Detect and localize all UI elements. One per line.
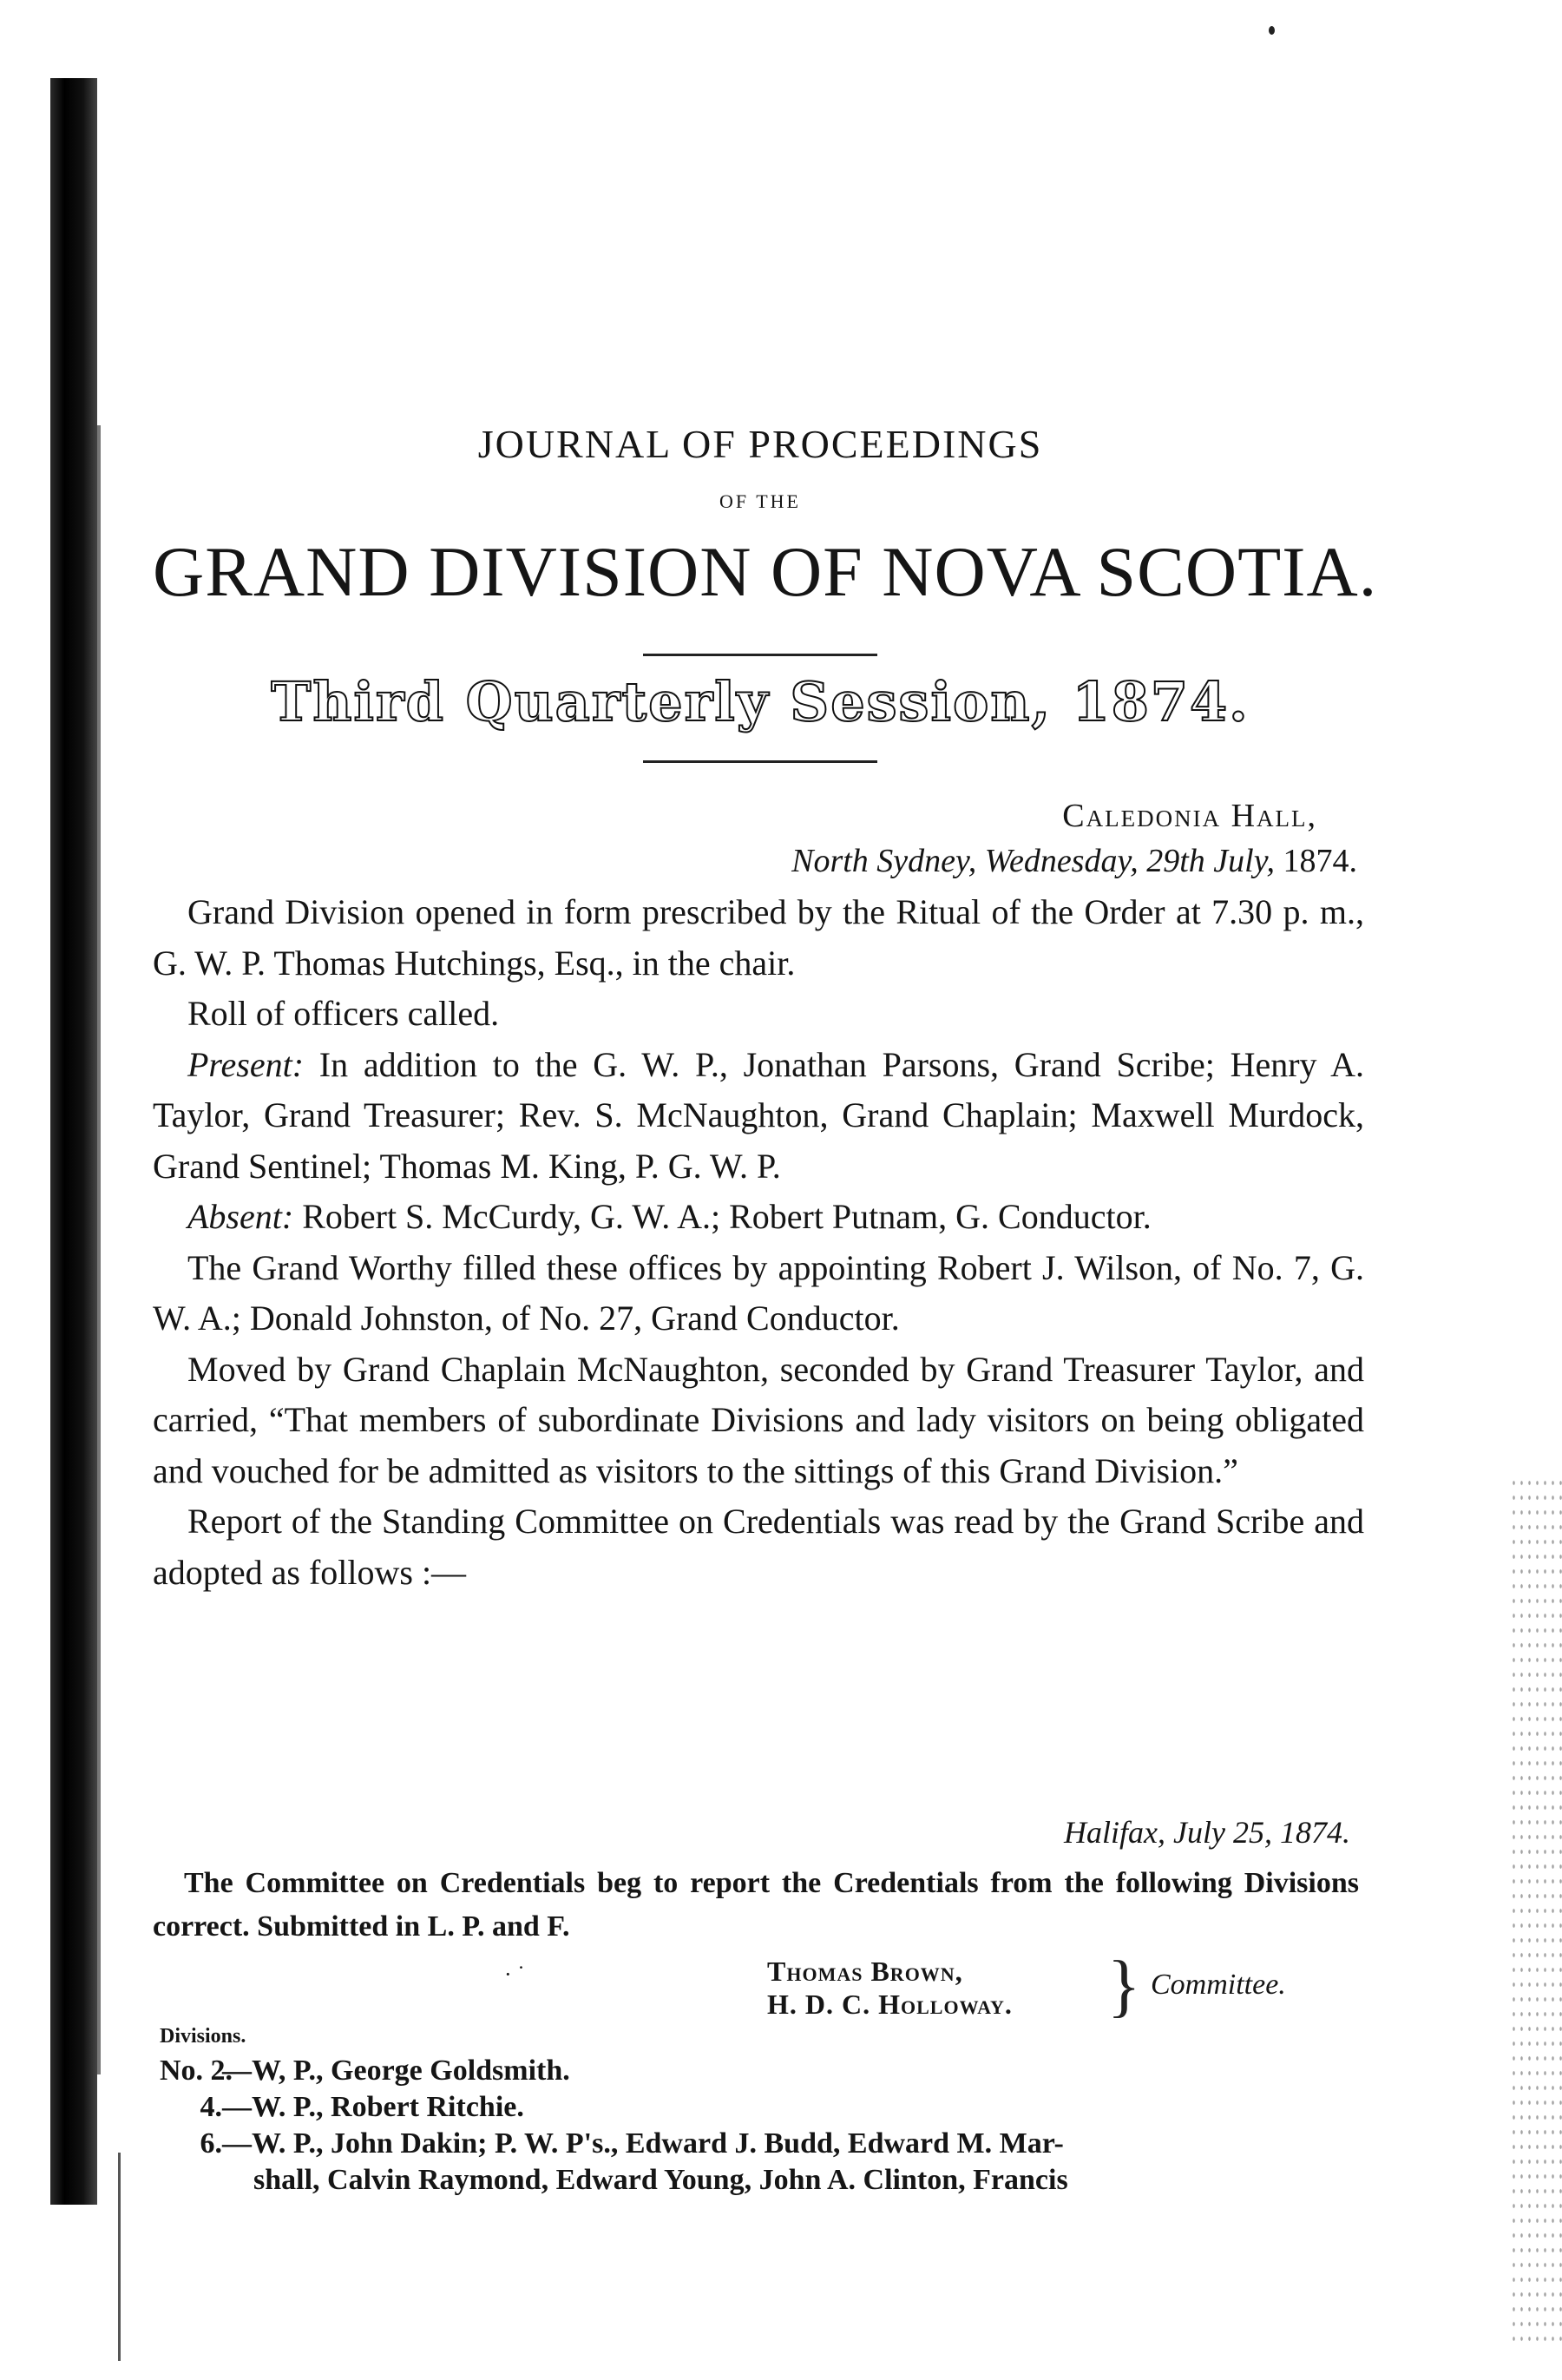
- scan-noise-right: [1510, 1476, 1562, 2344]
- grand-division-title: GRAND DIVISION OF NOVA SCOTIA.: [153, 532, 1378, 611]
- signers-brace: }: [1107, 1948, 1141, 2024]
- present-label: Present:: [187, 1044, 305, 1084]
- dateline-year: 1874.: [1275, 843, 1357, 879]
- paragraph-motion: Moved by Grand Chaplain McNaughton, seconded by Grand Treasurer Taylor, and carried, “That members of subordinate Divisions and lady visitors on being obligated and vouched for be admitted as visitors to the sittings of this Grand Division.”: [153, 1349, 1364, 1490]
- report-signers: [767, 1955, 1013, 2021]
- binding-edge: [0, 0, 130, 2380]
- paragraph-roll-call: Roll of officers called.: [187, 994, 500, 1033]
- paragraph-opening: Grand Division opened in form prescribed by the Ritual of the Order at 7.30 p. m., G. W. P. Thomas Hutchings, Esq., in the chair.: [153, 892, 1364, 983]
- absent-label: Absent:: [187, 1197, 294, 1236]
- scan-dots: · ˙: [504, 1962, 525, 1987]
- division-entry: —W. P., John Dakin; P. W. P's., Edward J. Budd, Edward M. Mar-: [222, 2127, 1064, 2160]
- proceedings-body: [153, 887, 1364, 1598]
- list-item: [160, 2126, 1366, 2162]
- report-body: The Committee on Credentials beg to report the Credentials from the following Divisions correct. Submitted in L. P. and F.: [153, 1867, 1359, 1943]
- committee-label: Committee.: [1151, 1969, 1286, 2001]
- of-the-label: OF THE: [719, 490, 801, 512]
- divisions-heading: Divisions.: [160, 2025, 246, 2048]
- report-date: Halifax, July 25, 1874.: [1064, 1815, 1350, 1850]
- paragraph-credentials-report: Report of the Standing Committee on Credentials was read by the Grand Scribe and adopted as follows :—: [153, 1502, 1364, 1592]
- title-rule-bottom: [643, 760, 877, 763]
- signer-name: H. D. C. Holloway.: [767, 1989, 1013, 2020]
- list-item: [160, 2053, 1366, 2089]
- paragraph-appointments: The Grand Worthy filled these offices by appointing Robert J. Wilson, of No. 7, G. W. A.; Donald Johnston, of No. 27, Grand Conductor.: [153, 1247, 1364, 1338]
- dateline-place: North Sydney, Wednesday, 29th July,: [791, 843, 1275, 879]
- division-continuation: shall, Calvin Raymond, Edward Young, John A. Clinton, Francis: [253, 2164, 1068, 2196]
- dateline-hall: Caledonia Hall,: [1062, 798, 1317, 834]
- division-number: No. 2.: [160, 2055, 233, 2087]
- document-page: [153, 0, 1378, 2380]
- binding-shadow: [50, 78, 97, 2205]
- binding-line: [118, 2153, 121, 2361]
- signer-name: Thomas Brown,: [767, 1956, 963, 1987]
- divisions-list: [160, 2053, 1366, 2199]
- division-entry: —W, P., George Goldsmith.: [222, 2055, 570, 2087]
- paragraph-present: Present: In addition to the G. W. P., Jonathan Parsons, Grand Scribe; Henry A. Taylor, Grand Treasurer; Rev. S. McNaughton, Grand Chaplain; Maxwell Murdock, Grand Sentinel; Thomas M. King, P. G. W. P.: [153, 1044, 1364, 1186]
- journal-title: JOURNAL OF PROCEEDINGS: [477, 422, 1043, 466]
- list-item: [160, 2089, 1366, 2126]
- dateline-place-date: [142, 842, 1357, 880]
- session-title: Third Quarterly Session, 1874.: [271, 670, 1250, 733]
- division-entry: —W. P., Robert Ritchie.: [222, 2091, 524, 2123]
- paragraph-absent: Absent: Robert S. McCurdy, G. W. A.; Robert Putnam, G. Conductor.: [187, 1197, 1152, 1236]
- division-number: 6.: [200, 2127, 222, 2160]
- title-rule-top: [643, 654, 877, 656]
- division-number: 4.: [200, 2091, 222, 2123]
